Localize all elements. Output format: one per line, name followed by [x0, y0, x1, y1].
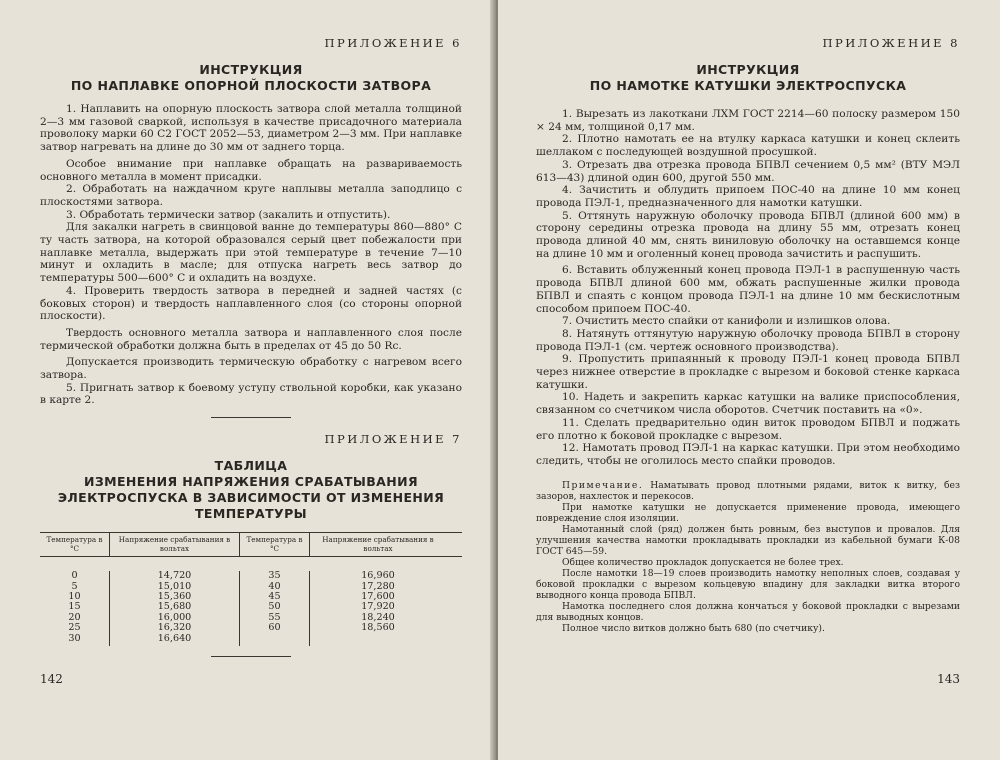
table-body: [40, 557, 462, 646]
table-cell: 25: [68, 622, 81, 634]
title-line: ИНСТРУКЦИЯ: [199, 62, 303, 77]
table-cell: 60: [268, 622, 281, 634]
header-cell: Температура в °С: [240, 533, 310, 556]
note: Полное число витков должно быть 680 (по счетчику).: [562, 622, 825, 634]
table-cell: 20: [68, 611, 81, 623]
table-cell: 17,280: [361, 580, 395, 592]
paragraph: 4. Зачистить и облудить припоем ПОС-40 на длине 10 мм конец провода ПЭЛ-1, предназначенного для намотки катушки.: [536, 184, 960, 209]
note-label: Примечание.: [562, 479, 644, 491]
table-cell: 17,600: [361, 590, 395, 602]
table-cell: 16,960: [361, 570, 395, 582]
table-title: [40, 458, 462, 522]
page-number: 142: [40, 672, 63, 686]
note: При намотке катушки не допускается применение провода, имеющего повреждение слоя изоляции.: [536, 501, 960, 524]
table-cell: 15,010: [157, 580, 192, 592]
paragraph: 5. Оттянуть наружную оболочку провода БПВЛ (длиной 600 мм) в сторону середины отрезка провода на длину 55 мм, отрезать конец провода длиной 40 мм, снять виниловую оболочку на оставшемся конце на длине 10 мм и оголенный конец провода зачистить и распушить.: [536, 209, 960, 260]
table-cell: 30: [68, 632, 81, 644]
note: После намотки 18—19 слоев производить намотку неполных слоев, создавая у боковой прокладки с вырезом кольцевую впадину для закладки витка второго выводного конца провода БПВЛ.: [536, 567, 960, 601]
paragraph: 1. Вырезать из лакоткани ЛХМ ГОСТ 2214—60 полоску размером 150 × 24 мм, толщиной 0,17 мм.: [536, 108, 960, 133]
table-cell: 10: [68, 590, 81, 602]
title-line: ПО НАМОТКЕ КАТУШКИ ЭЛЕКТРОСПУСКА: [589, 78, 907, 93]
table-cell: 15: [68, 601, 81, 613]
table-cell: 16,000: [157, 611, 192, 623]
title-line: ИЗМЕНЕНИЯ НАПРЯЖЕНИЯ СРАБАТЫВАНИЯ: [84, 474, 418, 490]
paragraph: Для закалки нагреть в свинцовой ванне до температуры 860—880° С ту часть затвора, на которой образовался серый цвет побежалости при наплавке металла, выдержать при этой температуре в течение 7—10 минут и охладить в масле; для отпуска нагреть весь затвор до температуры 500—600° С и охладить на воздухе.: [40, 221, 462, 285]
table-cell: 0: [71, 570, 78, 582]
header-cell: Температура в °С: [40, 533, 110, 556]
section-divider: [211, 417, 291, 418]
table-cell: 18,240: [361, 611, 395, 623]
instruction-title: [536, 62, 960, 94]
table-cell: 55: [268, 611, 281, 623]
paragraph: 1. Наплавить на опорную плоскость затвора слой металла толщиной 2—3 мм газовой сваркой, используя в качестве присадочного материала проволоку марки 60 С2 ГОСТ 2052—53, диаметром 2—3 мм. При наплавке затвор нагревать на длине до 30 мм от заднего торца.: [40, 103, 462, 154]
note: Общее количество прокладок допускается не более трех.: [562, 556, 844, 568]
title-line: ТАБЛИЦА: [214, 458, 288, 474]
section-divider: [211, 656, 291, 657]
paragraph: 3. Отрезать два отрезка провода БПВЛ сечением 0,5 мм² (ВТУ МЭЛ 613—43) длиной один 600, другой 550 мм.: [536, 158, 960, 184]
note: [536, 480, 960, 502]
paragraph: Твердость основного металла затвора и наплавленного слоя после термической обработки должна быть в пределах от 45 до 50 Rc.: [40, 326, 462, 352]
title-line: ИНСТРУКЦИЯ: [696, 62, 800, 77]
title-line: ПО НАПЛАВКЕ ОПОРНОЙ ПЛОСКОСТИ ЗАТВОРА: [70, 78, 432, 93]
paragraph: 4. Проверить твердость затвора в передней и задней частях (с боковых сторон) и твердость наплавленного слоя (со стороны опорной плоскости).: [40, 284, 462, 323]
header-cell: Напряжение срабатывания в вольтах: [110, 533, 240, 556]
table-cell: 40: [268, 580, 281, 592]
paragraph: 6. Вставить облуженный конец провода ПЭЛ-1 в распушенную часть провода БПВЛ длиной 600 мм, обжать распушенные жилки провода БПВЛ и спаять с концом провода ПЭЛ-1 на длине 10 мм бескислотным способом припоем ПОС-40.: [536, 264, 960, 315]
left-page: [0, 0, 494, 760]
table-cell: 16,320: [157, 622, 192, 634]
paragraph: Особое внимание при наплавке обращать на развариваемость основного металла в момент присадки.: [40, 157, 462, 183]
note-text: Наматывать провод плотными рядами, виток к витку, без зазоров, нахлесток и перекосов.: [536, 479, 960, 502]
table-header: [40, 532, 462, 557]
instruction-title: [40, 62, 462, 94]
voltage-column: [110, 571, 240, 646]
paragraph: 3. Обработать термически затвор (закалить и отпустить).: [66, 208, 391, 221]
page-number: 143: [937, 672, 960, 686]
voltage-column: [310, 571, 446, 646]
title-line: ТЕМПЕРАТУРЫ: [194, 506, 308, 522]
temperature-column: [240, 571, 310, 646]
paragraph: 9. Пропустить припаянный к проводу ПЭЛ-1 конец провода БПВЛ через нижнее отверстие в прокладке с вырезом и боковой стенке каркаса катушки.: [536, 353, 960, 391]
paragraph: 2. Обработать на наждачном круге наплывы металла заподлицо с плоскостями затвора.: [40, 183, 462, 208]
title-line: ЭЛЕКТРОСПУСКА В ЗАВИСИМОСТИ ОТ ИЗМЕНЕНИЯ: [57, 490, 445, 506]
paragraph: 7. Очистить место спайки от канифоли и излишков олова.: [562, 315, 891, 328]
table-cell: 45: [268, 590, 281, 602]
appendix-label: ПРИЛОЖЕНИЕ 7: [324, 432, 462, 447]
voltage-table: [40, 532, 462, 646]
paragraph: 5. Пригнать затвор к боевому уступу ствольной коробки, как указано в карте 2.: [40, 381, 462, 407]
table-cell: 5: [71, 580, 78, 592]
temperature-column: [40, 571, 110, 646]
table-cell: 15,360: [157, 590, 192, 602]
paragraph: 11. Сделать предварительно один виток проводом БПВЛ и поджать его плотно к боковой прокладке с вырезом.: [536, 416, 960, 442]
table-cell: 35: [268, 570, 281, 582]
table-cell: 50: [268, 601, 281, 613]
paragraph: 8. Натянуть оттянутую наружную оболочку провода БПВЛ в сторону провода ПЭЛ-1 (см. чертеж основного производства).: [536, 327, 960, 353]
appendix-label: ПРИЛОЖЕНИЕ 8: [822, 36, 960, 50]
table-cell: 17,920: [361, 601, 395, 613]
right-page: [498, 0, 1000, 760]
paragraph: 12. Намотать провод ПЭЛ-1 на каркас катушки. При этом необходимо следить, чтобы не оголилось место спайки проводов.: [536, 442, 960, 467]
table-cell: 18,560: [361, 622, 395, 634]
paragraph: Допускается производить термическую обработку с нагревом всего затвора.: [40, 356, 462, 382]
paragraph: 10. Надеть и закрепить каркас катушки на валике приспособления, связанном со счетчиком числа оборотов. Счетчик поставить на «0».: [536, 391, 960, 417]
note: Намотанный слой (ряд) должен быть ровным, без выступов и провалов. Для улучшения качества намотки прокладывать прокладки из кабельной бумаги К-08 ГОСТ 645—59.: [536, 523, 960, 557]
appendix-label: ПРИЛОЖЕНИЕ 6: [324, 36, 462, 50]
table-cell: 15,680: [157, 601, 192, 613]
note: Намотка последнего слоя должна кончаться у боковой прокладки с вырезами для выводных концов.: [536, 600, 960, 623]
header-cell: Напряжение срабатывания в вольтах: [322, 535, 434, 553]
table-cell: 16,640: [157, 632, 192, 644]
paragraph: 2. Плотно намотать ее на втулку каркаса катушки и конец склеить шеллаком с последующей воздушной просушкой.: [536, 133, 960, 159]
table-cell: 14,720: [157, 570, 192, 582]
